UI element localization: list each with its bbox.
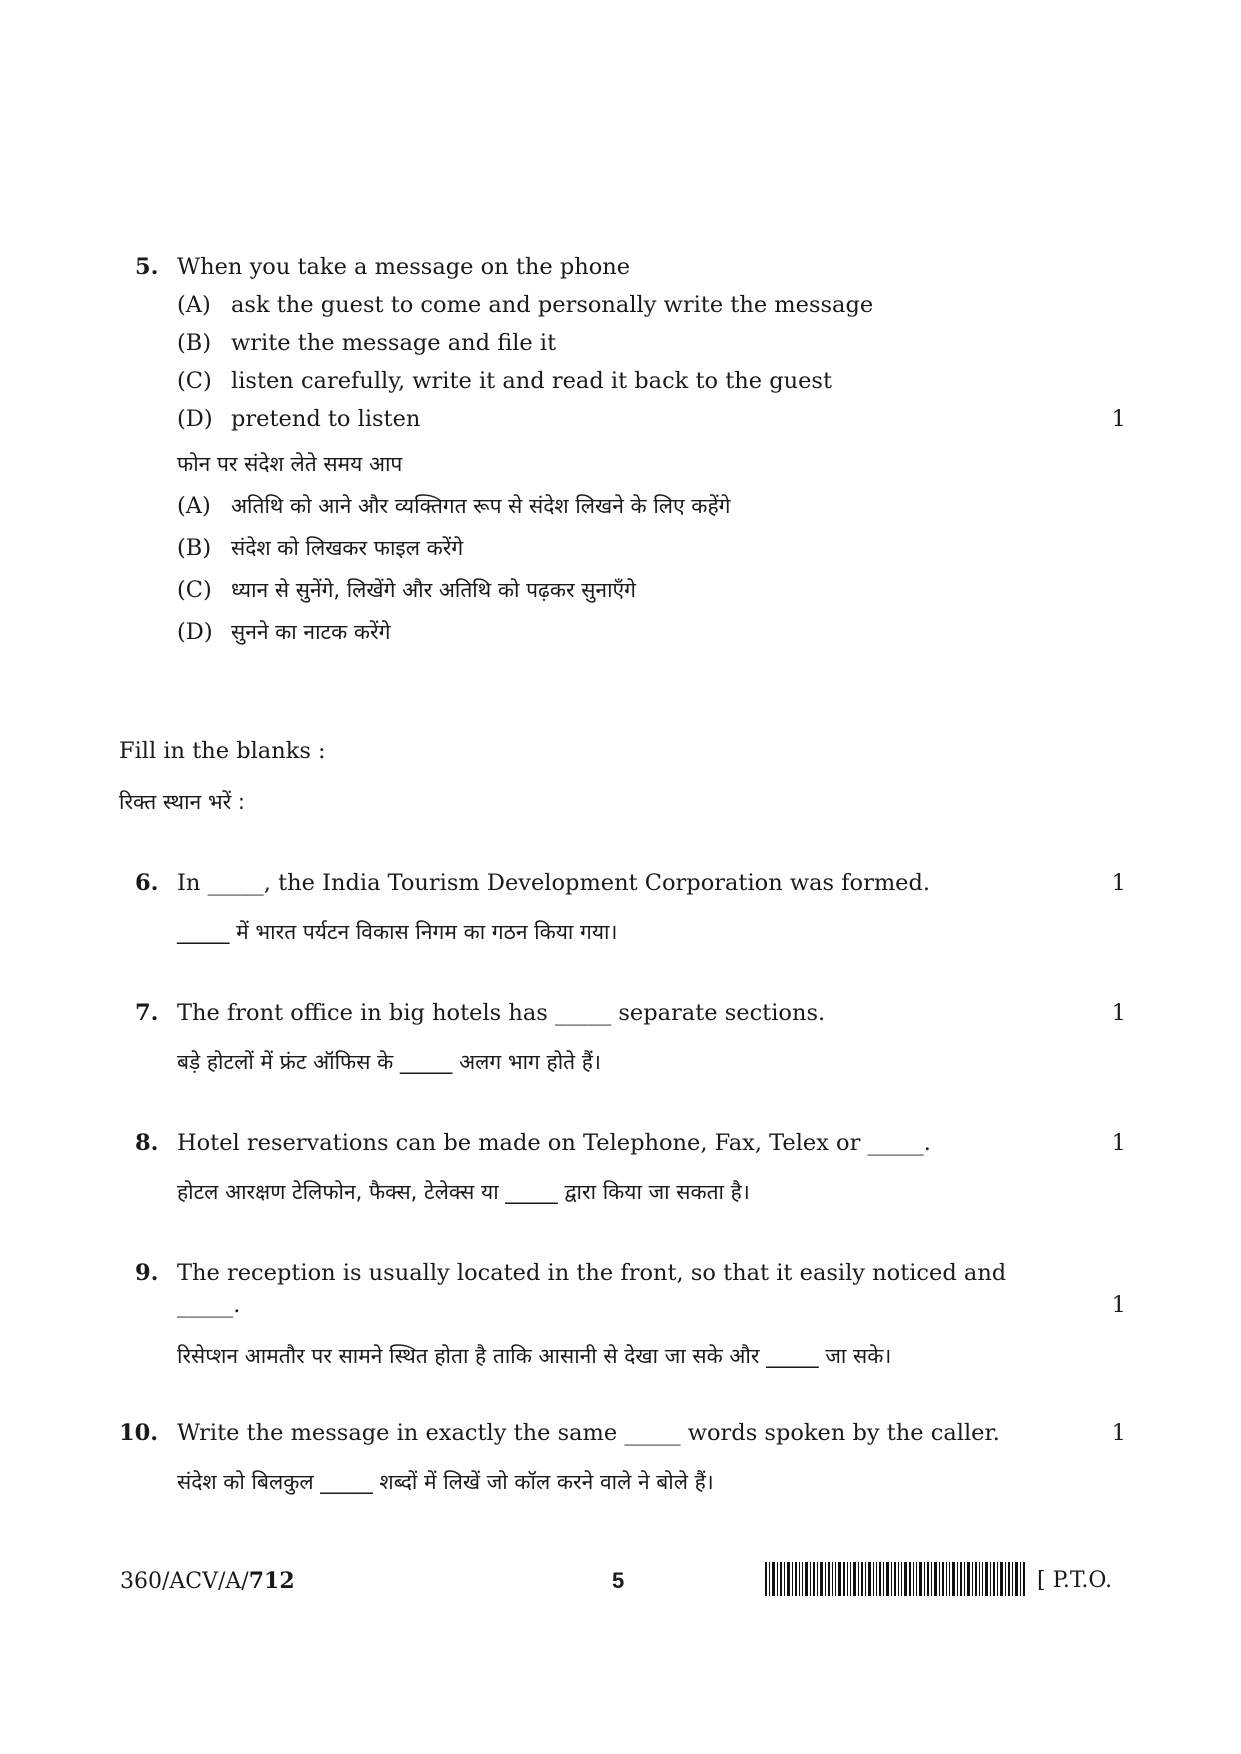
- option-letter: (C): [177, 368, 212, 394]
- option-text: pretend to listen: [231, 406, 421, 432]
- option-letter: (A): [177, 292, 211, 318]
- section-heading-hi: रिक्त स्थान भरें :: [119, 790, 245, 814]
- paper-code-number: 712: [248, 1568, 295, 1594]
- option-letter: (B): [177, 330, 212, 356]
- option-text: सुनने का नाटक करेंगे: [231, 620, 391, 644]
- q9-text-en-line2: _____.: [177, 1292, 241, 1318]
- q7-number: 7.: [135, 1000, 159, 1026]
- option-letter: (B): [177, 535, 212, 561]
- q10-number: 10.: [119, 1420, 159, 1446]
- q5-option-d-hi: [177, 618, 390, 646]
- q5-option-d-en: [177, 406, 420, 432]
- section-heading-en: Fill in the blanks :: [119, 738, 326, 764]
- q5-option-b-hi: [177, 534, 463, 562]
- option-text: listen carefully, write it and read it back to the guest: [231, 368, 833, 394]
- q9-text-hi: रिसेप्शन आमतौर पर सामने स्थित होता है ताकि आसानी से देखा जा सके और _____ जा सके।: [177, 1344, 892, 1368]
- option-text: ध्यान से सुनेंगे, लिखेंगे और अतिथि को पढ़कर सुनाएँगे: [231, 578, 636, 602]
- paper-code-prefix: 360/ACV/A/: [120, 1569, 249, 1594]
- q7-marks: 1: [1111, 1000, 1126, 1026]
- option-letter: (D): [177, 406, 213, 432]
- q5-option-a-hi: [177, 492, 730, 520]
- pto-label: [ P.T.O.: [1037, 1568, 1113, 1593]
- q10-text-hi: संदेश को बिलकुल _____ शब्दों में लिखें जो कॉल करने वाले ने बोले हैं।: [177, 1470, 714, 1494]
- paper-code: [120, 1568, 295, 1594]
- option-letter: (C): [177, 577, 212, 603]
- page-number: 5: [612, 1568, 625, 1593]
- q6-number: 6.: [135, 870, 159, 896]
- q6-text-en: In _____, the India Tourism Development Corporation was formed.: [177, 870, 931, 896]
- q8-text-en: Hotel reservations can be made on Telephone, Fax, Telex or _____.: [177, 1130, 931, 1156]
- q5-option-c-hi: [177, 576, 636, 604]
- q10-marks: 1: [1111, 1420, 1126, 1446]
- q6-marks: 1: [1111, 870, 1126, 896]
- q10-text-en: Write the message in exactly the same _____ words spoken by the caller.: [177, 1420, 1000, 1446]
- q7-text-en: The front office in big hotels has _____ separate sections.: [177, 1000, 826, 1026]
- q5-option-a-en: [177, 292, 873, 318]
- q7-text-hi: बड़े होटलों में फ्रंट ऑफिस के _____ अलग भाग होते हैं।: [177, 1050, 601, 1074]
- q6-text-hi: _____ में भारत पर्यटन विकास निगम का गठन किया गया।: [177, 920, 618, 944]
- option-letter: (A): [177, 493, 211, 519]
- q5-marks: 1: [1111, 406, 1126, 432]
- q5-option-c-en: [177, 368, 832, 394]
- option-text: ask the guest to come and personally write the message: [231, 292, 874, 318]
- q9-text-en: The reception is usually located in the front, so that it easily noticed and: [177, 1260, 1007, 1286]
- q9-number: 9.: [135, 1260, 159, 1286]
- q8-marks: 1: [1111, 1130, 1126, 1156]
- q9-marks: 1: [1111, 1292, 1126, 1318]
- option-text: संदेश को लिखकर फाइल करेंगे: [231, 536, 464, 560]
- option-text: write the message and file it: [231, 330, 557, 356]
- q5-stem-hi: फोन पर संदेश लेते समय आप: [177, 452, 403, 476]
- q8-text-hi: होटल आरक्षण टेलिफोन, फैक्स, टेलेक्स या _____ द्वारा किया जा सकता है।: [177, 1180, 750, 1204]
- q5-stem-en: When you take a message on the phone: [177, 254, 631, 280]
- q8-number: 8.: [135, 1130, 159, 1156]
- option-text: अतिथि को आने और व्यक्तिगत रूप से संदेश लिखने के लिए कहेंगे: [231, 494, 731, 518]
- option-letter: (D): [177, 619, 213, 645]
- q5-option-b-en: [177, 330, 556, 356]
- q5-number: 5.: [135, 254, 159, 280]
- barcode-icon: [765, 1562, 1025, 1596]
